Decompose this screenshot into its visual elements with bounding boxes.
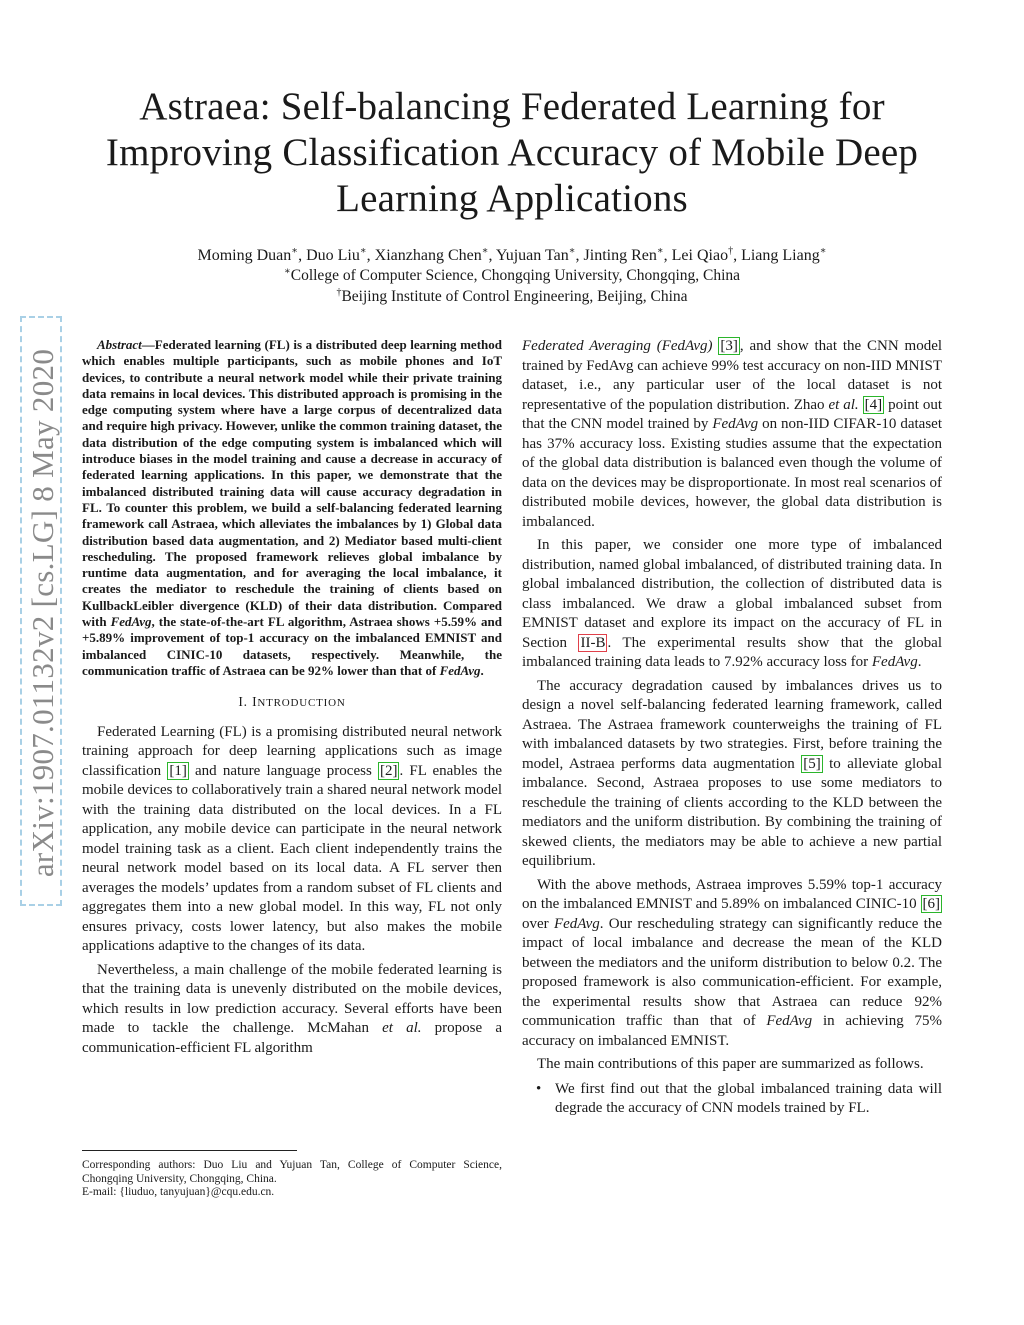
citation-link[interactable]: [6] bbox=[922, 896, 940, 912]
author-name: Xianzhang Chen bbox=[374, 247, 482, 264]
right-paragraph-1 bbox=[522, 337, 942, 532]
contributions-list bbox=[522, 1080, 942, 1119]
citation-link[interactable]: [5] bbox=[803, 755, 821, 772]
affiliation-mark: † bbox=[336, 286, 342, 298]
abstract bbox=[82, 337, 502, 679]
right-paragraph-4 bbox=[522, 876, 942, 1052]
arxiv-id[interactable]: arXiv:1907.01132v2 [cs.LG] 8 May 2020 bbox=[25, 348, 60, 878]
footnote-corresponding: Corresponding authors: Duo Liu and Yujuan Tan, College of Computer Science, Chongqing University, Chongqing, China. bbox=[82, 1159, 502, 1185]
paragraph-text: . bbox=[917, 654, 922, 670]
abstract-em: FedAvg bbox=[439, 662, 481, 678]
citation-link[interactable]: [3] bbox=[720, 338, 738, 354]
citation-link[interactable]: [2] bbox=[379, 762, 398, 779]
paragraph-text: The accuracy degradation caused by imbalances drives us to design a novel self-balancing federated learning framework, called Astraea. The Astraea framework counterweighs the training of FL with imbalanced datasets by two strategies. First, before training the model, Astraea performs data augmentation bbox=[522, 677, 942, 772]
paragraph-text: With the above methods, Astraea improves 5.59% top-1 accuracy on the imbalanced EMNIST and 5.89% on imbalanced CINIC-10 bbox=[522, 876, 942, 912]
paragraph-em: FedAvg bbox=[871, 654, 918, 670]
paragraph-em: Federated Averaging (FedAvg) bbox=[522, 338, 713, 354]
section-title-rest: NTRODUCTION bbox=[257, 697, 346, 710]
paragraph-text: in achieving 75% accuracy on imbalanced EMNIST. bbox=[522, 1013, 942, 1049]
right-paragraph-3 bbox=[522, 677, 942, 872]
author-name: Liang Liang bbox=[741, 247, 820, 264]
arxiv-stamp[interactable] bbox=[20, 316, 62, 906]
paragraph-em: et al. bbox=[382, 1020, 422, 1037]
affiliation-2 bbox=[60, 287, 964, 307]
paragraph-text: . The experimental results show that the global imbalanced training data leads to 7.92% accuracy loss for bbox=[522, 634, 942, 670]
list-item-text: We first find out that the global imbalanced training data will degrade the accuracy of CNN models trained by FL. bbox=[555, 1080, 942, 1116]
right-paragraph-5: The main contributions of this paper are summarized as follows. bbox=[537, 1056, 924, 1072]
author-list: Moming Duan∗, Duo Liu∗, Xianzhang Chen∗, Yujuan Tan∗, Jinting Ren∗, Lei Qiao†, Liang Liang∗ bbox=[197, 245, 827, 264]
author-name: Moming Duan bbox=[197, 247, 292, 264]
bullet-icon: • bbox=[536, 1080, 542, 1097]
citation-link[interactable]: [1] bbox=[169, 762, 187, 779]
paragraph-text: propose a communication-efficient FL algorithm bbox=[82, 1020, 502, 1056]
list-item bbox=[536, 1080, 942, 1119]
paragraph-em: et al. bbox=[828, 396, 859, 413]
section-heading-introduction bbox=[82, 692, 502, 714]
paragraph-text: on non-IID CIFAR-10 dataset has 37% accuracy loss. Existing studies assume that the expectation of the global data distribution is balanced even though the volume of data on the devices may be disproportionate. In most real scenarios of distributed mobile devices, however, the global data distribution is imbalanced. bbox=[522, 416, 942, 530]
author-mark: ∗ bbox=[481, 245, 489, 257]
affiliation-text: College of Computer Science, Chongqing University, Chongqing, China bbox=[290, 267, 741, 284]
left-column bbox=[82, 337, 502, 1058]
affiliation-mark: ∗ bbox=[283, 265, 291, 277]
author-name: Jinting Ren bbox=[583, 247, 657, 264]
intro-paragraph-2 bbox=[82, 961, 502, 1059]
right-column bbox=[522, 337, 942, 1119]
author-mark: ∗ bbox=[656, 245, 664, 257]
paragraph-em: FedAvg bbox=[766, 1013, 813, 1029]
affiliation-1 bbox=[60, 266, 964, 286]
abstract-dash: — bbox=[141, 337, 155, 352]
abstract-em: FedAvg bbox=[110, 614, 152, 630]
abstract-text: . bbox=[480, 662, 484, 678]
paragraph-text: point out that the CNN model trained by bbox=[522, 396, 943, 432]
author-mark: ∗ bbox=[291, 245, 299, 257]
footnote bbox=[82, 1159, 502, 1200]
paper-title: Astraea: Self-balancing Federated Learning for Improving Classification Accuracy of Mobile Deep Learning Applications bbox=[105, 85, 919, 220]
paragraph-text: Federated Learning (FL) is a promising distributed neural network training approach for deep learning applications such as image classification bbox=[82, 723, 502, 779]
paragraph-text: In this paper, we consider one more type of imbalanced distribution, named global imbalanced, of distributed training data. In global imbalanced distribution, the collection of distributed data is class imbalanced. We draw a global imbalanced subset from EMNIST dataset and explore its impact on the accuracy of FL in Section bbox=[522, 537, 942, 651]
paragraph-text: . Our rescheduling strategy can significantly reduce the impact of local imbalance and decrease the mean of the KLD between the mediators and the uniform distribution to below 0.2. The proposed framework is also communication-efficient. For example, the experimental results show that Astraea can reduce 92% communication traffic than that of bbox=[522, 915, 943, 1029]
author-name: Yujuan Tan bbox=[495, 247, 569, 264]
section-initial: I bbox=[252, 694, 258, 710]
abstract-text: Federated learning (FL) is a distributed deep learning method which enables multiple participants, such as mobile phones and IoT devices, to contribute a neural network model while their private training data remains in local devices. This distributed approach is promising in the edge computing system where have a large corpus of decentralized data and require high privacy. However, unlike the common training dataset, the data distribution of the edge computing system is imbalanced which will introduce biases in the model training and cause a decrease in accuracy of federated learning applications. In this paper, we demonstrate that the imbalanced distributed training data will cause accuracy degradation in FL. To counter this problem, we build a self-balancing federated learning framework call Astraea, which alleviates the imbalances by 1) Global data distribution based data augmentation, and 2) Mediator based multi-client rescheduling. The proposed framework relieves global imbalance by runtime data augmentation, and for averaging the local imbalance, it creates the mediator to reschedule the training of clients based on KullbackLeibler divergence (KLD) of their data distribution. Compared with bbox=[82, 337, 502, 630]
paragraph-text: to alleviate global imbalance. Second, Astraea proposes to use some mediators to reschedule the training of clients according to the KLD between the mediators and the uniform distribution. By combining the training of skewed clients, the mediators may be able to achieve a new partial equilibrium. bbox=[522, 755, 942, 869]
footnote-email: E-mail: {liuduo, tanyujuan}@cqu.edu.cn. bbox=[82, 1186, 275, 1198]
paragraph-text: and nature language process bbox=[188, 762, 378, 779]
citation-link[interactable]: [4] bbox=[864, 396, 883, 413]
paragraph-em: FedAvg bbox=[712, 416, 759, 432]
author-mark: † bbox=[728, 245, 734, 257]
footnote-rule bbox=[82, 1150, 297, 1151]
abstract-text: , the state-of-the-art FL algorithm, Astraea shows +5.59% and +5.89% improvement of top-1 accuracy on the imbalanced EMNIST and imbalanced CINIC-10 datasets, respectively. Meanwhile, the communication traffic of Astraea can be 92% lower than that of bbox=[82, 614, 503, 678]
author-mark: ∗ bbox=[359, 245, 367, 257]
author-mark: ∗ bbox=[819, 245, 827, 257]
paragraph-text: over bbox=[522, 915, 554, 932]
affiliation-text: Beijing Institute of Control Engineering, Beijing, China bbox=[341, 288, 688, 305]
author-name: Duo Liu bbox=[306, 247, 360, 264]
intro-paragraph-1 bbox=[82, 723, 502, 957]
paragraph-text: Nevertheless, a main challenge of the mobile federated learning is that the training data is unevenly distributed on the mobile devices, which results in low prediction accuracy. Several efforts have been made to tackle the challenge. McMahan bbox=[82, 961, 502, 1037]
paragraph-text: , and show that the CNN model trained by FedAvg can achieve 99% test accuracy on non-IID MNIST dataset, i.e., any particular user of the local dataset is not representative of the population distribution. Zhao bbox=[522, 338, 943, 413]
abstract-label: Abstract bbox=[97, 337, 142, 352]
section-number: I. bbox=[238, 694, 248, 710]
section-link[interactable]: II-B bbox=[580, 634, 606, 651]
paragraph-text: . FL enables the mobile devices to collaboratively train a shared neural network model with the training data distributed on the local devices. In a FL application, any mobile device can participate in the neural network model training task as a client. Each client independently trains the neural network model based on its local data. A FL server then averages the models’ updates from a random subset of FL clients and aggregates them into a new global model. In this way, FL not only ensures privacy, costs lower latency, but also makes the mobile applications adaptive to the changes of its data. bbox=[82, 762, 502, 955]
author-name: Lei Qiao bbox=[671, 247, 729, 264]
author-mark: ∗ bbox=[568, 245, 576, 257]
paragraph-em: FedAvg bbox=[553, 915, 600, 932]
right-paragraph-2 bbox=[522, 536, 942, 673]
